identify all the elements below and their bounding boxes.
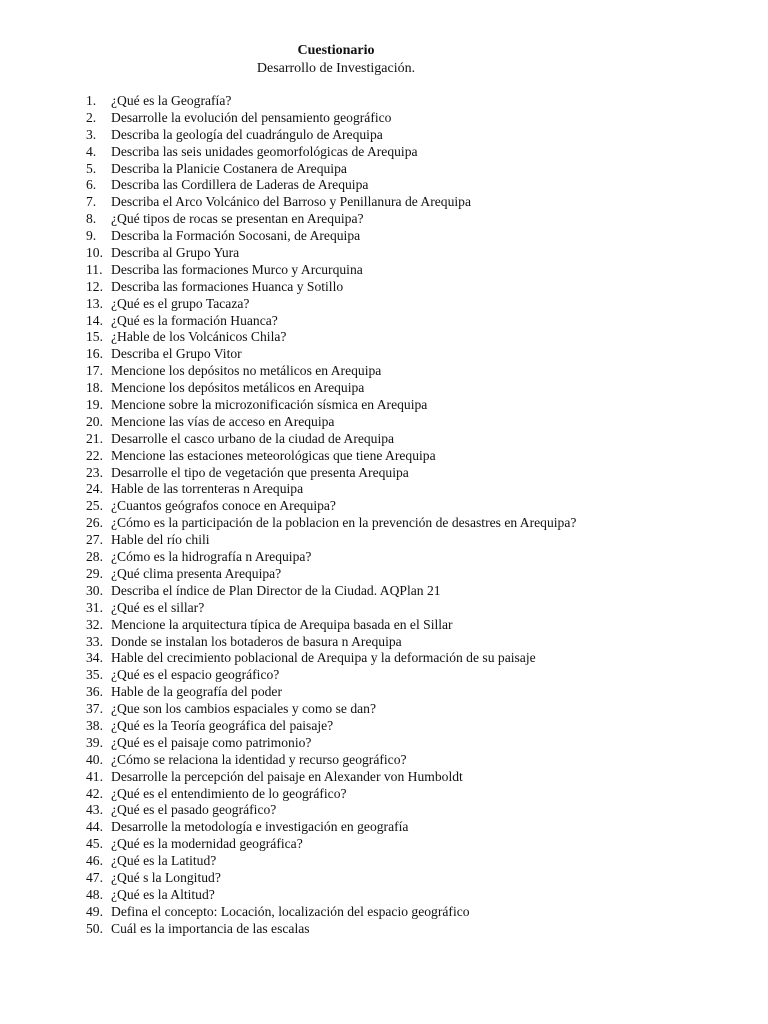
question-item (86, 211, 576, 228)
question-item (86, 617, 576, 634)
question-item (86, 735, 576, 752)
question-item (86, 144, 576, 161)
question-number: 2. (86, 109, 97, 125)
question-item (86, 752, 576, 769)
question-number: 33. (86, 633, 103, 649)
question-item (86, 329, 576, 346)
question-number: 27. (86, 532, 103, 548)
question-text: Hable de la geografía del poder (111, 684, 282, 700)
question-number: 3. (86, 126, 97, 142)
question-text: Hable del río chili (111, 532, 210, 548)
question-number: 5. (86, 160, 97, 176)
question-text: ¿Qué es la Geografía? (111, 93, 232, 108)
question-item (86, 583, 576, 600)
question-item (86, 346, 576, 363)
question-item (86, 667, 576, 684)
question-text: ¿Hable de los Volcánicos Chila? (111, 329, 287, 345)
question-item (86, 498, 576, 515)
question-number: 10. (86, 245, 103, 261)
question-text: ¿Cómo es la participación de la poblacion en la prevención de desastres en Arequipa? (111, 515, 577, 531)
question-text: Donde se instalan los botaderos de basura n Arequipa (111, 633, 402, 649)
question-number: 28. (86, 549, 103, 565)
question-number: 39. (86, 734, 103, 750)
question-text: Mencione sobre la microzonificación sísmica en Arequipa (111, 397, 428, 413)
question-number: 8. (86, 211, 97, 227)
question-text: Desarrolle la percepción del paisaje en Alexander von Humboldt (111, 768, 463, 784)
question-text: Describa las formaciones Murco y Arcurquina (111, 261, 363, 277)
question-number: 4. (86, 143, 97, 159)
document-subtitle: Desarrollo de Investigación. (256, 61, 416, 76)
question-item (86, 397, 576, 414)
question-item (86, 481, 576, 498)
question-text: ¿Qué s la Longitud? (111, 869, 221, 885)
question-text: Describa el Grupo Vitor (111, 346, 242, 362)
question-item (86, 194, 576, 211)
question-number: 40. (86, 751, 103, 767)
question-text: Hable de las torrenteras n Arequipa (111, 481, 304, 497)
question-text: ¿Que son los cambios espaciales y como se dan? (111, 701, 376, 717)
question-item (86, 448, 576, 465)
question-text: ¿Qué es la Altitud? (111, 886, 215, 902)
question-item (86, 819, 576, 836)
question-number: 19. (86, 397, 103, 413)
question-text: Cuál es la importancia de las escalas (111, 920, 310, 936)
question-number: 31. (86, 599, 103, 615)
question-text: Describa las Cordillera de Laderas de Arequipa (111, 177, 369, 193)
question-text: Hable del crecimiento poblacional de Arequipa y la deformación de su paisaje (111, 650, 536, 666)
question-number: 36. (86, 684, 103, 700)
question-item (86, 650, 576, 667)
question-text: ¿Qué es el pasado geográfico? (111, 802, 277, 818)
question-number: 25. (86, 498, 103, 514)
question-item (86, 465, 576, 482)
question-item (86, 93, 576, 110)
question-text: Desarrolle el tipo de vegetación que presenta Arequipa (111, 464, 409, 480)
question-number: 30. (86, 582, 103, 598)
question-number: 17. (86, 363, 103, 379)
question-text: Describa la geología del cuadrángulo de Arequipa (111, 126, 383, 142)
question-item (86, 296, 576, 313)
question-text: Describa las seis unidades geomorfológicas de Arequipa (111, 143, 418, 159)
question-number: 14. (86, 312, 103, 328)
question-number: 45. (86, 836, 103, 852)
question-number: 24. (86, 481, 103, 497)
question-text: ¿Qué es la Latitud? (111, 853, 217, 869)
question-text: Describa al Grupo Yura (111, 245, 240, 261)
question-number: 7. (86, 194, 97, 210)
question-number: 48. (86, 886, 103, 902)
question-text: Describa la Formación Socosani, de Arequipa (111, 228, 361, 244)
question-number: 34. (86, 650, 103, 666)
question-number: 38. (86, 717, 103, 733)
question-item (86, 718, 576, 735)
question-text: Defina el concepto: Locación, localización del espacio geográfico (111, 903, 470, 919)
question-item (86, 431, 576, 448)
question-item (86, 921, 576, 938)
question-text: Mencione la arquitectura típica de Arequipa basada en el Sillar (111, 616, 453, 632)
question-text: Mencione los depósitos metálicos en Arequipa (111, 380, 365, 396)
question-number: 15. (86, 329, 103, 345)
question-item (86, 380, 576, 397)
question-number: 9. (86, 228, 97, 244)
question-item (86, 228, 576, 245)
question-item (86, 549, 576, 566)
question-item (86, 786, 576, 803)
question-number: 16. (86, 346, 103, 362)
question-item (86, 853, 576, 870)
question-item (86, 634, 576, 651)
question-number: 20. (86, 413, 103, 429)
question-text: Desarrolle el casco urbano de la ciudad de Arequipa (111, 430, 395, 446)
question-item (86, 313, 576, 330)
question-number: 23. (86, 464, 103, 480)
question-text: Describa el índice de Plan Director de la Ciudad. AQPlan 21 (111, 582, 441, 598)
question-list (86, 93, 576, 938)
question-item (86, 245, 576, 262)
question-number: 29. (86, 565, 103, 581)
question-item (86, 127, 576, 144)
question-text: Describa las formaciones Huanca y Sotillo (111, 278, 344, 294)
question-number: 12. (86, 278, 103, 294)
question-text: ¿Cuantos geógrafos conoce en Arequipa? (111, 498, 336, 514)
question-item (86, 110, 576, 127)
question-item (86, 161, 576, 178)
question-item (86, 684, 576, 701)
question-text: ¿Qué tipos de rocas se presentan en Arequipa? (111, 211, 364, 227)
question-number: 49. (86, 903, 103, 919)
question-text: ¿Qué es el grupo Tacaza? (111, 295, 250, 311)
question-number: 37. (86, 701, 103, 717)
question-number: 32. (86, 616, 103, 632)
question-text: Desarrolle la metodología e investigación en geografía (111, 819, 409, 835)
question-text: ¿Qué es el entendimiento de lo geográfico? (111, 785, 347, 801)
question-item (86, 904, 576, 921)
question-text: Mencione las estaciones meteorológicas que tiene Arequipa (111, 447, 436, 463)
question-text: Describa el Arco Volcánico del Barroso y Penillanura de Arequipa (111, 194, 472, 210)
question-item (86, 701, 576, 718)
question-item (86, 262, 576, 279)
question-number: 43. (86, 802, 103, 818)
question-text: Describa la Planicie Costanera de Arequipa (111, 160, 347, 176)
question-text: ¿Qué es la Teoría geográfica del paisaje? (111, 717, 334, 733)
question-number: 21. (86, 430, 103, 446)
question-item (86, 769, 576, 786)
question-text: Mencione los depósitos no metálicos en Arequipa (111, 363, 382, 379)
document-title: Cuestionario (297, 43, 375, 58)
question-item (86, 177, 576, 194)
question-item (86, 515, 576, 532)
question-item (86, 279, 576, 296)
question-number: 41. (86, 768, 103, 784)
question-number: 11. (86, 261, 103, 277)
question-text: ¿Qué es el sillar? (111, 599, 205, 615)
question-item (86, 870, 576, 887)
question-number: 35. (86, 667, 103, 683)
question-text: ¿Qué es el espacio geográfico? (111, 667, 280, 683)
question-item (86, 802, 576, 819)
question-text: ¿Qué es el paisaje como patrimonio? (111, 734, 312, 750)
question-number: 50. (86, 920, 103, 936)
question-number: 26. (86, 515, 103, 531)
question-number: 1. (86, 93, 97, 108)
question-number: 22. (86, 447, 103, 463)
question-text: ¿Qué es la formación Huanca? (111, 312, 278, 328)
question-number: 6. (86, 177, 97, 193)
question-text: ¿Cómo es la hidrografía n Arequipa? (111, 549, 312, 565)
question-item (86, 566, 576, 583)
question-item (86, 600, 576, 617)
question-number: 46. (86, 853, 103, 869)
question-text: ¿Qué es la modernidad geográfica? (111, 836, 303, 852)
question-number: 47. (86, 869, 103, 885)
question-text: Desarrolle la evolución del pensamiento geográfico (111, 109, 392, 125)
question-number: 18. (86, 380, 103, 396)
question-number: 42. (86, 785, 103, 801)
question-number: 13. (86, 295, 103, 311)
question-text: ¿Cómo se relaciona la identidad y recurso geográfico? (111, 751, 407, 767)
question-item (86, 532, 576, 549)
question-item (86, 887, 576, 904)
question-item (86, 836, 576, 853)
question-item (86, 414, 576, 431)
question-text: ¿Qué clima presenta Arequipa? (111, 565, 282, 581)
question-number: 44. (86, 819, 103, 835)
question-text: Mencione las vías de acceso en Arequipa (111, 413, 335, 429)
question-item (86, 363, 576, 380)
